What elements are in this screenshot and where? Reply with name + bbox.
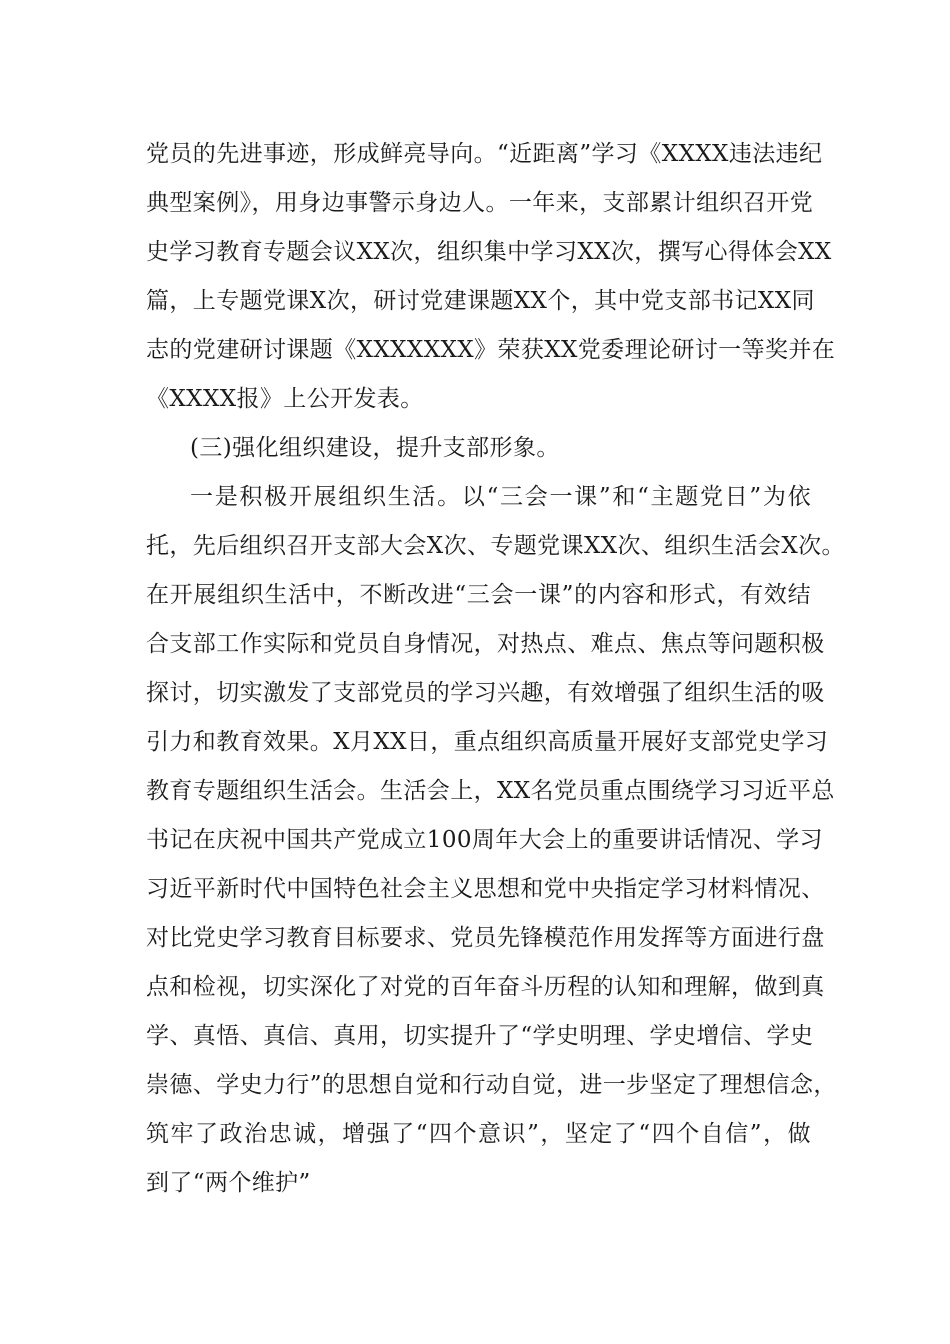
paragraph-2 xyxy=(146,473,845,1208)
text-line: 对比党史学习教育目标要求、党员先锋模范作用发挥等方面进行盘 xyxy=(146,925,825,951)
section-heading: (三)强化组织建设，提升支部形象。 xyxy=(190,435,560,461)
text-line: 教育专题组织生活会。生活会上，XX名党员重点围绕学习习近平总 xyxy=(146,778,835,804)
text-line: 篇，上专题党课X次，研讨党建课题XX个，其中党支部书记XX同 xyxy=(146,288,815,314)
text-line: 史学习教育专题会议XX次，组织集中学习XX次，撰写心得体会XX xyxy=(146,239,832,265)
paragraph-1 xyxy=(146,130,836,424)
text-line: 探讨，切实激发了支部党员的学习兴趣，有效增强了组织生活的吸 xyxy=(146,680,825,706)
text-line: 志的党建研讨课题《XXXXXXX》荣获XX党委理论研讨一等奖并在 xyxy=(146,337,836,363)
text-line: 合支部工作实际和党员自身情况，对热点、难点、焦点等问题积极 xyxy=(146,631,825,657)
text-line: 在开展组织生活中，不断改进“三会一课”的内容和形式，有效结 xyxy=(146,582,811,608)
text-line: 引力和教育效果。X月XX日，重点组织高质量开展好支部党史学习 xyxy=(146,729,829,755)
text-line: 托，先后组织召开支部大会X次、专题党课XX次、组织生活会X次。 xyxy=(146,533,845,559)
text-line: 点和检视，切实深化了对党的百年奋斗历程的认知和理解，做到真 xyxy=(146,974,825,1000)
text-line: 书记在庆祝中国共产党成立100周年大会上的重要讲话情况、学习 xyxy=(146,827,823,853)
text-line: 崇德、学史力行”的思想自觉和行动自觉，进一步坚定了理想信念， xyxy=(146,1072,837,1098)
document-body xyxy=(146,130,845,1208)
text-line: 《XXXX报》上公开发表。 xyxy=(146,386,424,412)
text-line: 到了“两个维护” xyxy=(146,1170,311,1196)
text-line: 筑牢了政治忠诚，增强了“四个意识”，坚定了“四个自信”，做 xyxy=(146,1121,811,1147)
text-line: 一是积极开展组织生活。以“三会一课”和“主题党日”为依 xyxy=(190,484,811,510)
text-line: 习近平新时代中国特色社会主义思想和党中央指定学习材料情况、 xyxy=(146,876,825,902)
text-line: 学、真悟、真信、真用，切实提升了“学史明理、学史增信、学史 xyxy=(146,1023,814,1049)
text-line: 党员的先进事迹，形成鲜亮导向。“近距离”学习《XXXX违法违纪 xyxy=(146,141,823,167)
text-line: 典型案例》，用身边事警示身边人。一年来，支部累计组织召开党 xyxy=(146,190,814,216)
